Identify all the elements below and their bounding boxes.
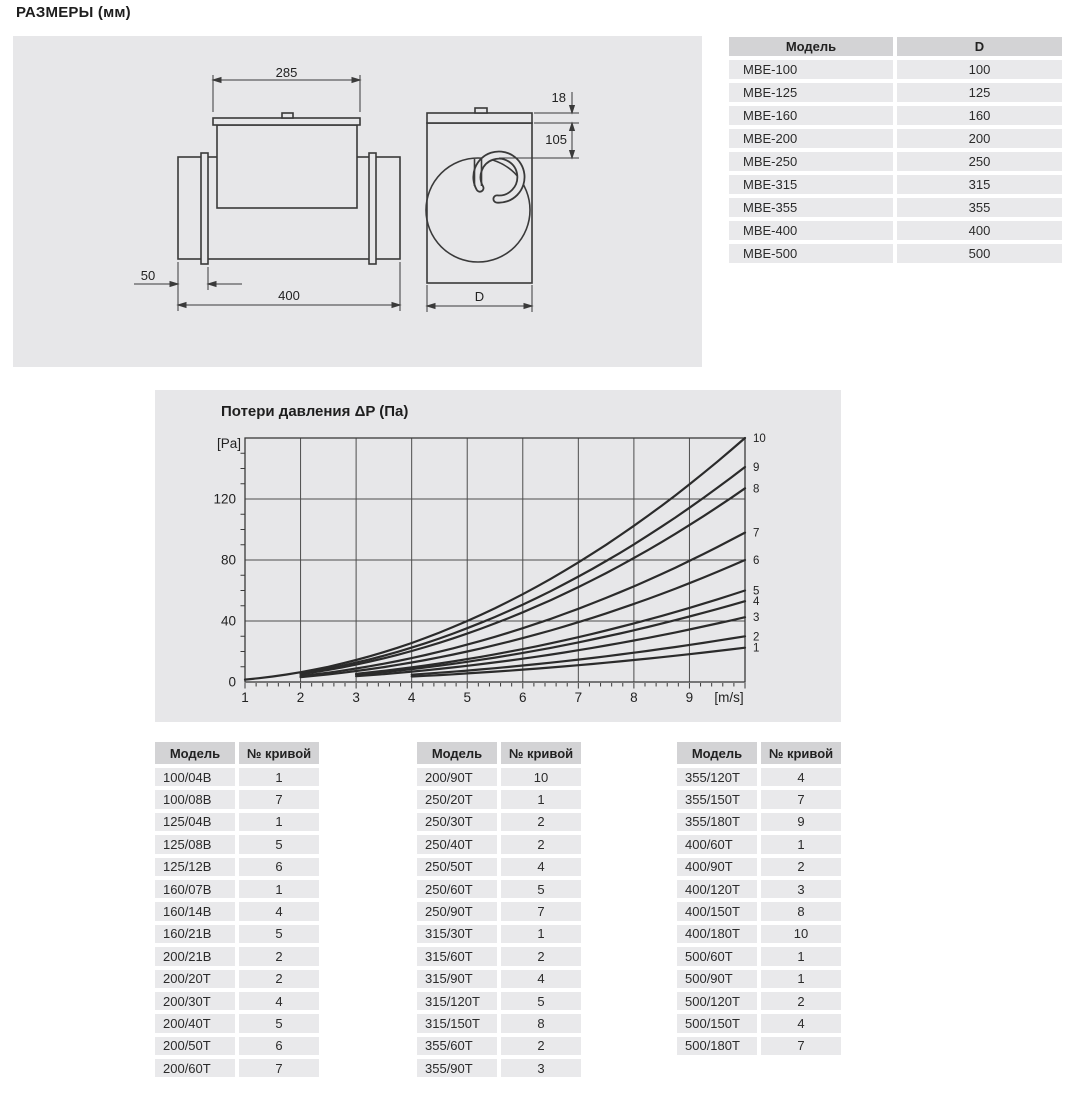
curve-number-cell: 1 [761,970,841,988]
pressure-chart-svg [155,390,841,722]
curve-number-cell: 1 [761,947,841,965]
curve-number-cell: 1 [501,790,581,808]
model-cell: 400/120Т [677,880,757,898]
curve-number-cell: 7 [501,902,581,920]
curve-table-2 [417,742,581,1077]
curve-number-cell: 10 [501,768,581,786]
model-cell: 355/150Т [677,790,757,808]
curve-number-cell: 1 [239,768,319,786]
curve-number-cell: 2 [501,813,581,831]
curve-number-cell: 4 [501,970,581,988]
dim-length-label: 400 [278,288,300,303]
curve-number-cell: 1 [501,925,581,943]
model-cell: 125/08В [155,835,235,853]
curve-number-cell: 5 [239,835,319,853]
model-cell: 200/90Т [417,768,497,786]
curve-number-cell: 1 [239,880,319,898]
curve-number-cell: 10 [761,925,841,943]
curve-number-cell: 3 [501,1059,581,1077]
y-axis-unit-label: [Pa] [216,436,241,451]
curve-number-cell: 2 [239,947,319,965]
pressure-loss-chart-panel [155,390,841,722]
model-cell: МВЕ-315 [729,175,893,194]
curve-label-2: 2 [753,631,760,644]
curve-number-cell: 7 [761,1037,841,1055]
curve-column-header: № кривой [501,742,581,764]
model-cell: МВЕ-355 [729,198,893,217]
curve-10 [245,438,745,680]
model-column-header: Модель [155,742,235,764]
curve-number-cell: 2 [501,947,581,965]
model-cell: 200/40Т [155,1014,235,1032]
dim-body-height-label: 105 [545,132,567,147]
y-tick-label: 80 [220,552,236,568]
model-cell: МВЕ-200 [729,129,893,148]
model-cell: 500/120Т [677,992,757,1010]
model-cell: МВЕ-125 [729,83,893,102]
y-tick-label: 40 [220,613,236,629]
diameter-cell: 125 [897,83,1062,102]
curve-number-cell: 2 [761,858,841,876]
model-cell: 355/120Т [677,768,757,786]
model-cell: 500/90Т [677,970,757,988]
curve-number-cell: 2 [501,1037,581,1055]
dimensions-drawing-panel [13,36,702,367]
curve-number-cell: 5 [501,880,581,898]
curve-number-cell: 5 [239,1014,319,1032]
x-tick-label: 4 [407,690,416,705]
model-cell: МВЕ-100 [729,60,893,79]
x-axis-unit-label: [m/s] [714,690,744,705]
chart-title: Потери давления ΔP (Па) [221,403,409,420]
model-cell: 250/40Т [417,835,497,853]
diameter-column-header: D [897,37,1062,56]
model-cell: МВЕ-160 [729,106,893,125]
diameter-cell: 500 [897,244,1062,263]
curve-number-cell: 3 [761,880,841,898]
model-cell: 355/180Т [677,813,757,831]
model-cell: 250/90Т [417,902,497,920]
model-cell: 400/180Т [677,925,757,943]
x-tick-label: 5 [463,690,471,705]
model-cell: 315/60Т [417,947,497,965]
curve-number-cell: 8 [501,1014,581,1032]
curve-number-cell: 4 [501,858,581,876]
curve-label-9: 9 [753,461,760,474]
curve-number-cell: 6 [239,1037,319,1055]
curve-column-header: № кривой [761,742,841,764]
model-cell: 200/50Т [155,1037,235,1055]
model-cell: 160/21В [155,925,235,943]
diameter-cell: 355 [897,198,1062,217]
curve-label-10: 10 [753,433,766,445]
curve-number-cell: 2 [239,970,319,988]
model-cell: 400/90Т [677,858,757,876]
x-tick-label: 6 [519,690,527,705]
model-diameter-table [729,37,1062,263]
dim-diameter-label: D [474,289,485,304]
dimensions-drawing-svg [13,36,702,367]
diameter-cell: 100 [897,60,1062,79]
diameter-cell: 200 [897,129,1062,148]
curve-number-cell: 1 [761,835,841,853]
model-cell: 500/180Т [677,1037,757,1055]
x-tick-label: 1 [241,690,249,705]
model-cell: 355/60Т [417,1037,497,1055]
curve-number-cell: 4 [239,992,319,1010]
model-cell: 200/60Т [155,1059,235,1077]
model-cell: МВЕ-400 [729,221,893,240]
curve-label-8: 8 [753,483,760,496]
model-cell: 500/60Т [677,947,757,965]
dim-lid-height-label: 18 [551,90,566,105]
curve-number-cell: 1 [239,813,319,831]
model-cell: 250/50Т [417,858,497,876]
model-cell: 125/04В [155,813,235,831]
dim-inset-label: 50 [140,268,156,283]
model-cell: 100/08В [155,790,235,808]
curve-label-1: 1 [753,642,760,655]
x-tick-label: 2 [296,690,305,705]
diameter-cell: 250 [897,152,1062,171]
curve-label-5: 5 [753,585,760,598]
curve-label-6: 6 [753,555,760,567]
model-cell: 200/21В [155,947,235,965]
x-tick-label: 9 [685,690,694,705]
x-tick-label: 7 [574,690,583,705]
model-column-header: Модель [729,37,893,56]
page-title: РАЗМЕРЫ (мм) [16,4,131,21]
curve-number-cell: 5 [239,925,319,943]
model-cell: 125/12В [155,858,235,876]
model-cell: 400/60Т [677,835,757,853]
curve-table-3 [677,742,841,1055]
model-cell: 355/90Т [417,1059,497,1077]
curve-number-cell: 6 [239,858,319,876]
model-cell: 160/07В [155,880,235,898]
model-cell: 200/20Т [155,970,235,988]
model-cell: 160/14В [155,902,235,920]
curve-number-cell: 7 [761,790,841,808]
diameter-cell: 315 [897,175,1062,194]
curve-number-cell: 8 [761,902,841,920]
curve-column-header: № кривой [239,742,319,764]
model-cell: 500/150Т [677,1014,757,1032]
curve-table-1 [155,742,319,1077]
curve-number-cell: 2 [761,992,841,1010]
model-cell: 400/150Т [677,902,757,920]
model-cell: 315/90Т [417,970,497,988]
x-tick-label: 8 [630,690,638,705]
model-column-header: Модель [417,742,497,764]
curve-number-cell: 5 [501,992,581,1010]
diameter-cell: 160 [897,106,1062,125]
curve-number-cell: 9 [761,813,841,831]
diameter-cell: 400 [897,221,1062,240]
model-cell: 250/20Т [417,790,497,808]
model-cell: 315/150Т [417,1014,497,1032]
curve-label-3: 3 [753,612,760,625]
curve-number-cell: 4 [761,768,841,786]
model-column-header: Модель [677,742,757,764]
curve-number-cell: 4 [761,1014,841,1032]
y-tick-label: 120 [213,491,236,507]
curve-number-cell: 2 [501,835,581,853]
dim-top-width-label: 285 [275,65,298,80]
curve-number-cell: 4 [239,902,319,920]
side-view [178,113,400,264]
curve-label-7: 7 [753,527,760,540]
curve-number-cell: 7 [239,1059,319,1077]
model-cell: 315/30Т [417,925,497,943]
model-cell: 100/04В [155,768,235,786]
y-tick-label: 0 [228,674,236,690]
curve-label-4: 4 [753,596,760,609]
model-cell: 315/120Т [417,992,497,1010]
model-cell: МВЕ-500 [729,244,893,263]
model-cell: 200/30Т [155,992,235,1010]
curve-number-cell: 7 [239,790,319,808]
model-cell: 250/60Т [417,880,497,898]
x-tick-label: 3 [352,690,360,705]
model-cell: МВЕ-250 [729,152,893,171]
model-cell: 250/30Т [417,813,497,831]
